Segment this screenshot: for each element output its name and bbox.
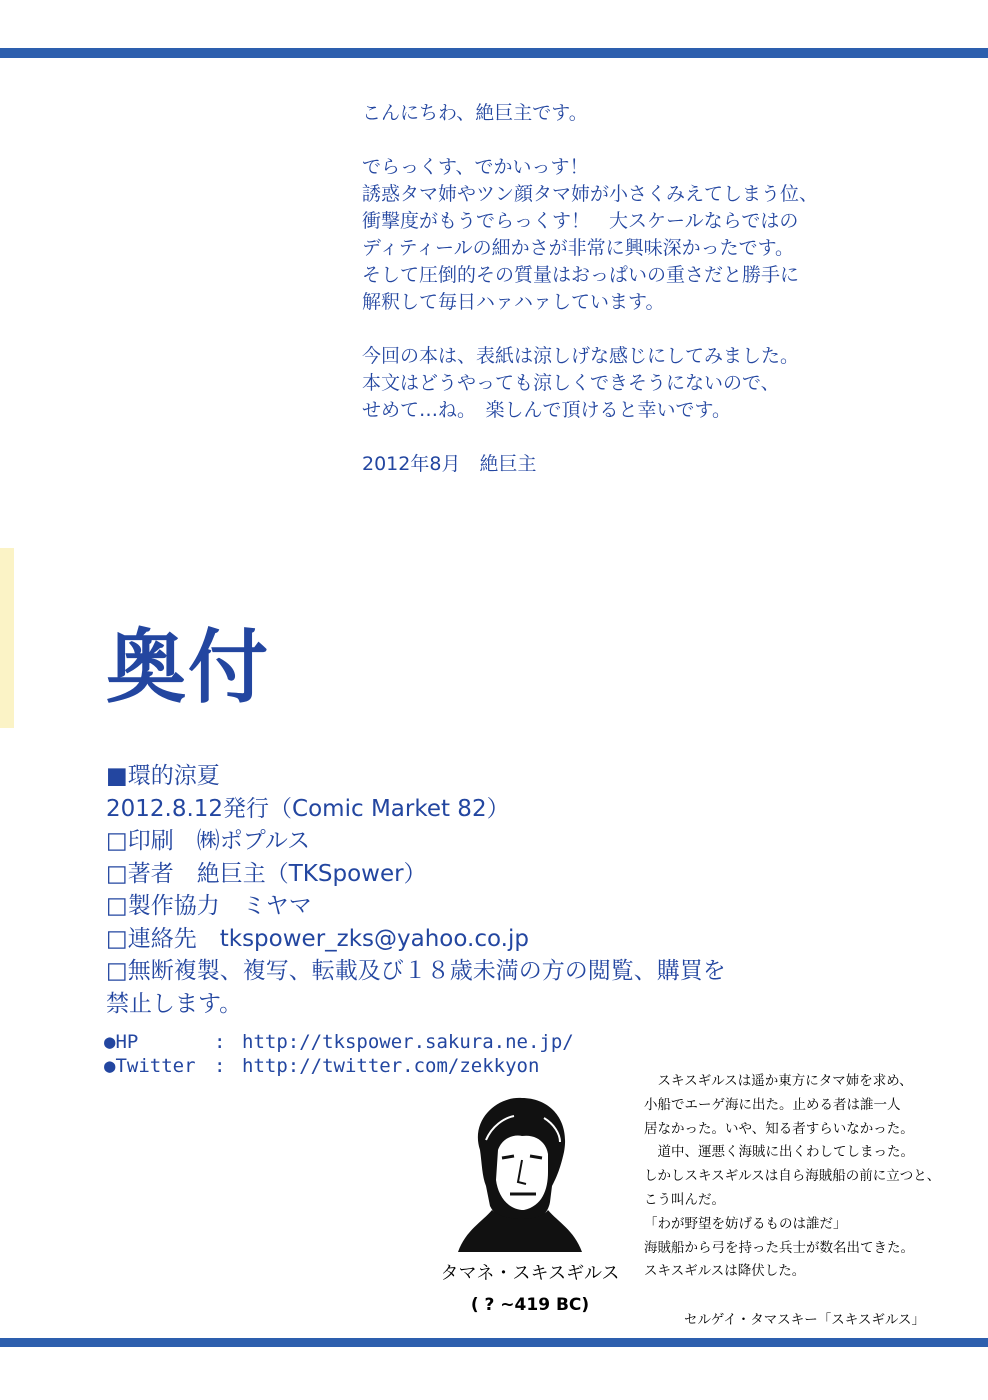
story-line: スキスギルスは降伏した。 [644, 1263, 806, 1280]
bottom-blue-rule [0, 1338, 988, 1347]
book-title: 環的涼夏 [127, 763, 220, 789]
message-signature: 2012年8月 絶巨主 [362, 453, 537, 475]
link-row-hp [104, 1030, 574, 1054]
message-line: でらっくす、でかいっす！ [362, 156, 589, 178]
message-line: 誘惑タマ姉やツン顔タマ姉が小さくみえてしまう位、 [362, 183, 819, 205]
link-colon: : [214, 1055, 226, 1077]
twitter-link[interactable]: http://twitter.com/zekkyon [242, 1055, 540, 1077]
story-line: 「わが野望を妨げるものは誰だ」 [644, 1215, 847, 1232]
cooperation-value: 製作協力 ミヤマ [127, 893, 312, 919]
message-gap [362, 424, 962, 451]
contact-value: 連絡先 tkspower_zks@yahoo.co.jp [127, 925, 529, 952]
book-title-row [106, 760, 806, 793]
bust-story [644, 1070, 974, 1328]
bust-name: タマネ・スキスギルス [440, 1263, 620, 1284]
message-line: せめて…ね。 楽しんで頂けると幸いです。 [362, 399, 731, 421]
message-line: 本文はどうやっても涼しくできそうにないので、 [362, 372, 780, 394]
contact-row [106, 923, 806, 956]
message-line: こんにちわ、絶巨主です。 [362, 102, 588, 124]
marble-bust-illustration [452, 1090, 587, 1260]
homepage-link[interactable]: http://tkspower.sakura.ne.jp/ [242, 1031, 574, 1053]
link-row-twitter [104, 1054, 574, 1078]
story-line: 小船でエーゲ海に出た。止める者は誰一人 [644, 1096, 901, 1113]
story-credit: セルゲイ・タマスキー「スキスギルス」 [684, 1312, 925, 1328]
story-line: 道中、運悪く海賊に出くわしてしまった。 [644, 1144, 914, 1161]
afterword-message [362, 100, 962, 478]
notice-line-1: 無断複製、複写、転載及び１８歳未満の方の閲覧、購買を [127, 958, 726, 984]
top-blue-rule [0, 48, 988, 58]
story-line: 海賊船から弓を持った兵士が数名出てきた。 [644, 1239, 914, 1256]
bust-caption [430, 1262, 630, 1318]
story-line: しかしスキスギルスは自ら海賊船の前に立つと、 [644, 1168, 941, 1185]
story-line: こう叫んだ。 [644, 1191, 725, 1208]
printer-value: 印刷 ㈱ポプルス [127, 828, 311, 854]
story-line: 居なかった。いや、知る者すらいなかった。 [644, 1120, 914, 1137]
open-square-bullet-icon [106, 828, 128, 854]
open-square-bullet-icon [106, 958, 128, 984]
open-square-bullet-icon [106, 926, 128, 952]
links-list [104, 1030, 574, 1078]
message-gap [362, 316, 962, 343]
open-square-bullet-icon [106, 893, 128, 919]
colophon-details [106, 760, 806, 1020]
link-label: ●Twitter [104, 1055, 196, 1077]
message-gap [362, 127, 962, 154]
cooperation-row [106, 890, 806, 923]
message-line: ディティールの細かさが非常に興味深かったです。 [362, 237, 795, 259]
author-value: 著者 絶巨主（TKSpower） [127, 860, 427, 887]
filled-square-bullet-icon [106, 763, 128, 789]
notice-line-2: 禁止します。 [106, 990, 243, 1017]
open-square-bullet-icon [106, 861, 128, 887]
link-colon: : [214, 1031, 226, 1053]
notice-row [106, 955, 806, 988]
bust-dates: ( ? ~419 BC) [470, 1295, 590, 1315]
message-line: そして圧倒的その質量はおっぱいの重さだと勝手に [362, 264, 800, 286]
colophon-heading: 奥付 [106, 621, 270, 714]
author-row [106, 858, 806, 891]
story-line: スキスギルスは遥か東方にタマ姉を求め、 [644, 1073, 913, 1089]
message-line: 解釈して毎日ハァハァしています。 [362, 291, 665, 313]
message-line: 衝撃度がもうでらっくす！ 大スケールならではの [362, 210, 799, 232]
message-line: 今回の本は、表紙は涼しげな感じにしてみました。 [362, 345, 800, 367]
page-edge-mark [0, 548, 14, 728]
link-label: ●HP [104, 1031, 139, 1053]
publication-date: 2012.8.12発行（Comic Market 82） [106, 795, 510, 822]
printer-row [106, 825, 806, 858]
